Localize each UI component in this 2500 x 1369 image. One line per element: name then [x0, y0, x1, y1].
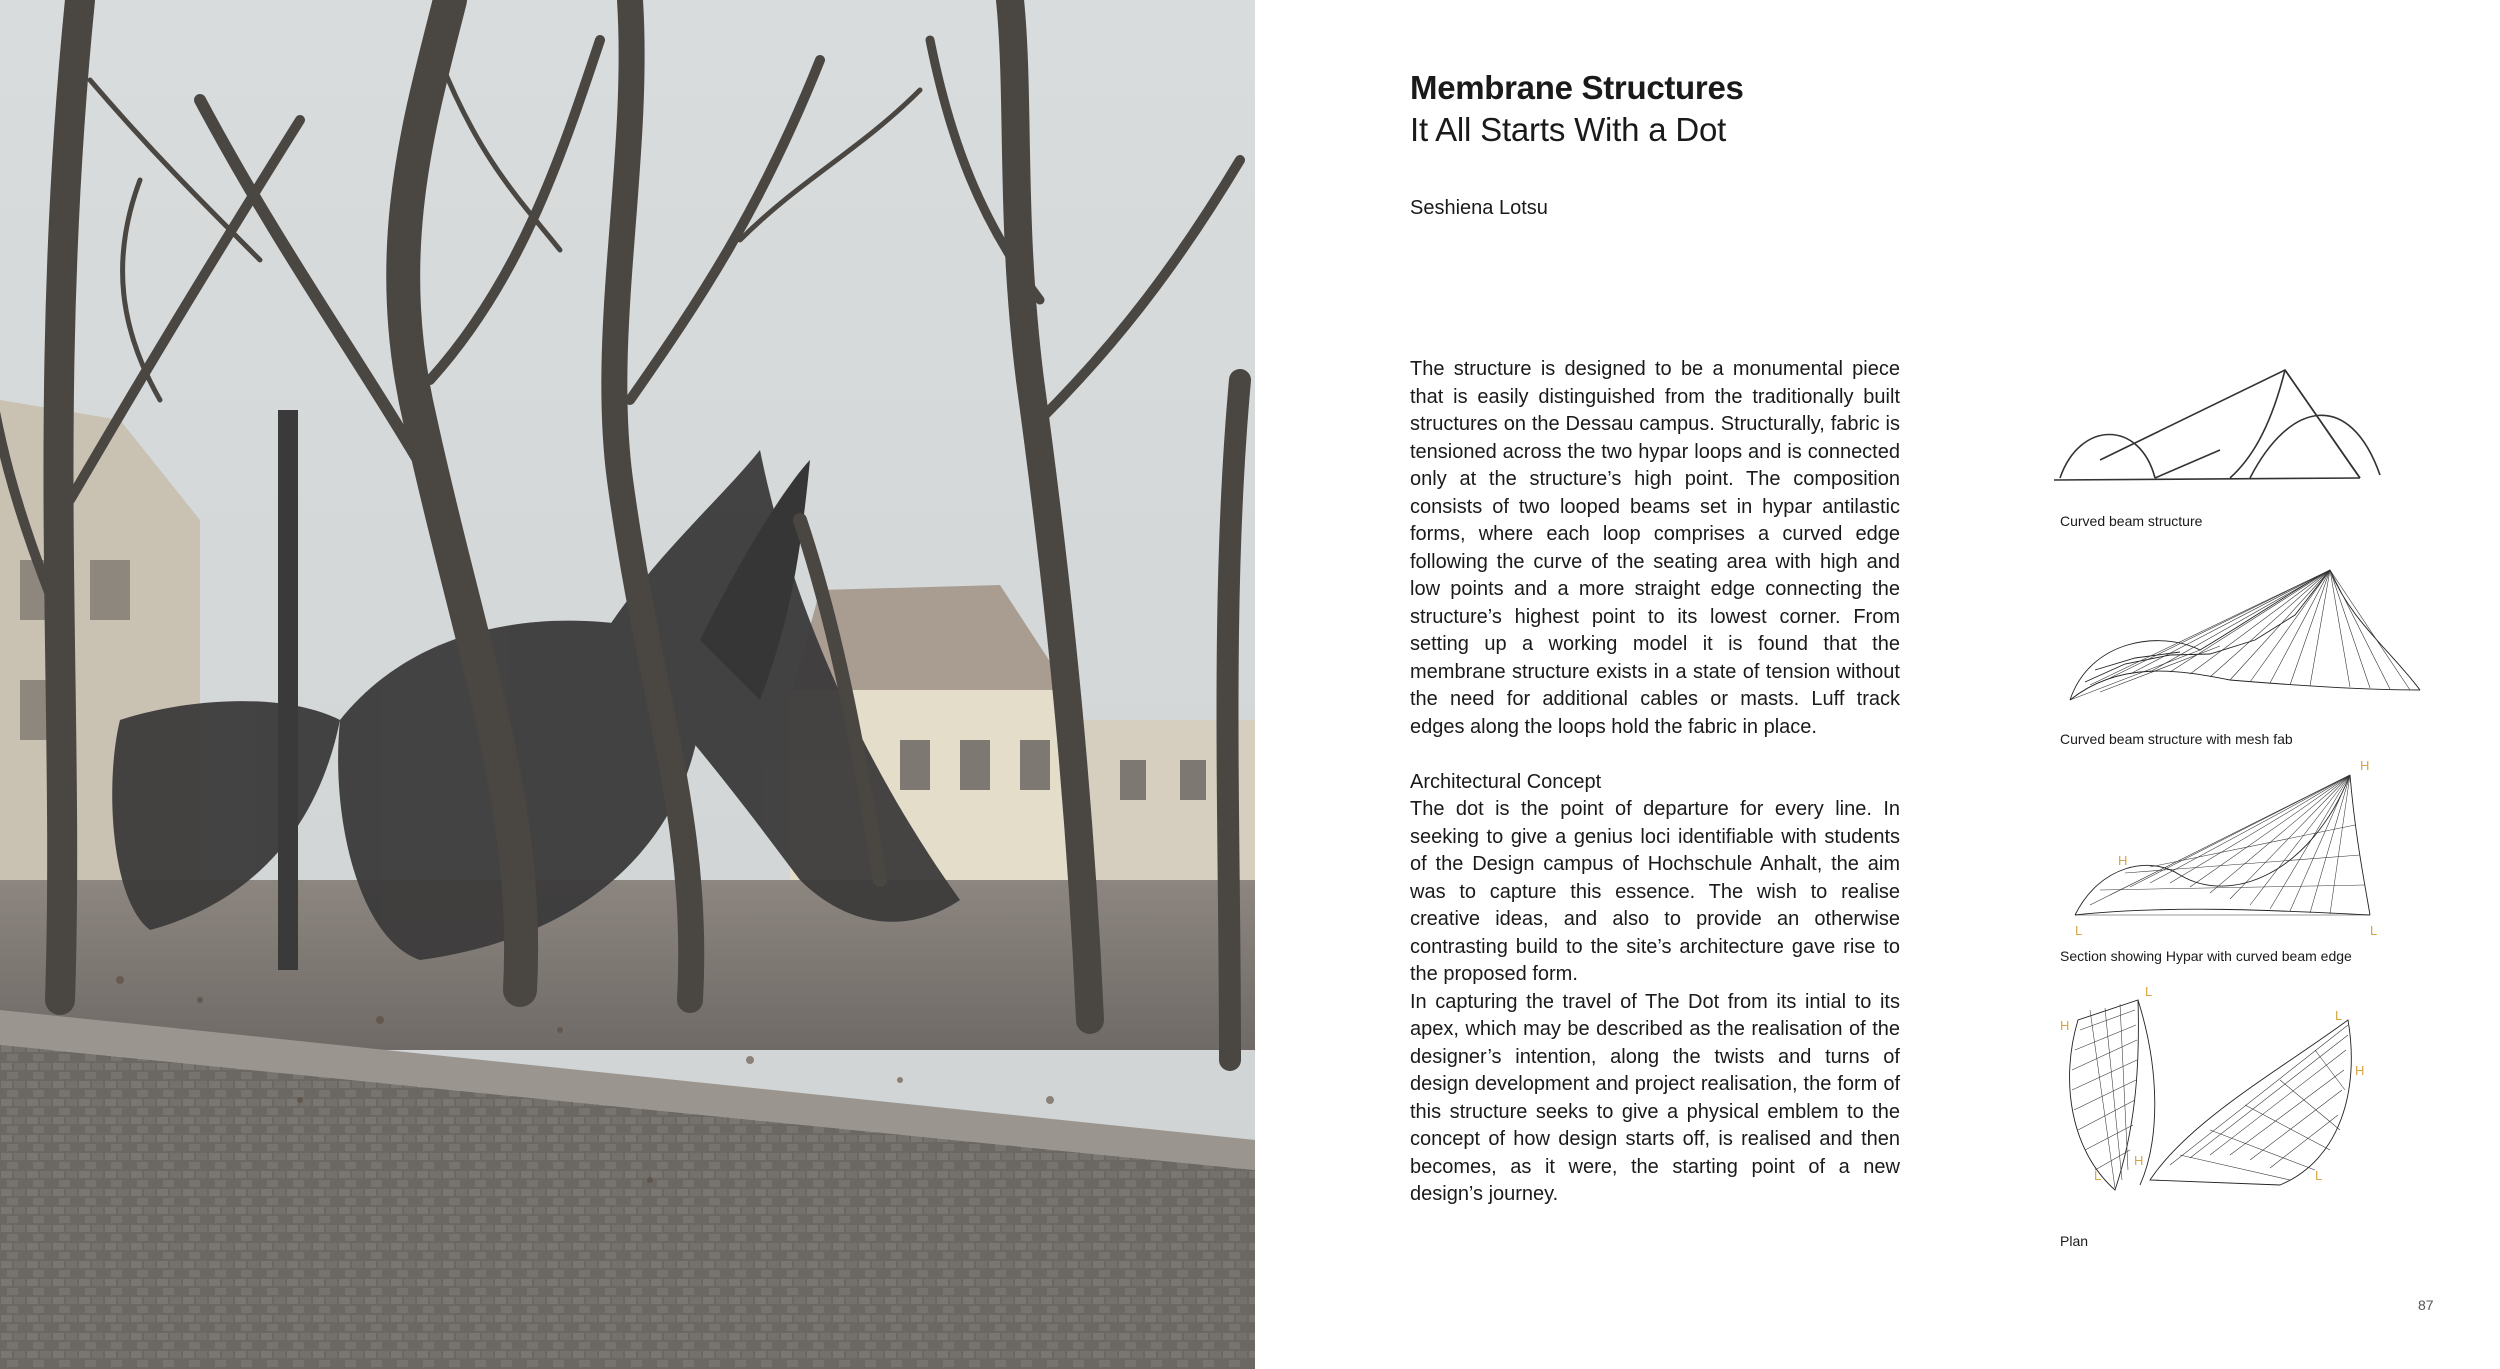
figure-hypar-section [2030, 755, 2460, 940]
article-body [1410, 356, 1900, 1209]
figure-plan [2030, 980, 2460, 1195]
figure-curved-beam-mesh [2030, 560, 2460, 720]
low-marker-label: L [2145, 984, 2153, 999]
low-marker-label: L [2335, 1008, 2343, 1023]
figure-caption: Curved beam structure [2060, 513, 2203, 529]
low-marker-label: L [2075, 923, 2083, 938]
high-marker-label: H [2355, 1063, 2365, 1078]
high-marker-label: H [2060, 1018, 2070, 1033]
figure-caption: Plan [2060, 1233, 2089, 1249]
figure-caption: Section showing Hypar with curved beam edge [2060, 948, 2352, 964]
figure-caption: Curved beam structure with mesh fab [2060, 731, 2293, 747]
author-name: Seshiena Lotsu [1410, 197, 1548, 219]
high-marker-label: H [2360, 758, 2370, 773]
article-title: Membrane Structures [1410, 69, 1744, 106]
page-number: 87 [2418, 1297, 2434, 1313]
high-marker-label: H [2134, 1153, 2144, 1168]
low-marker-label: L [2370, 923, 2378, 938]
low-marker-label: L [2094, 1168, 2102, 1183]
figure-curved-beam [2030, 360, 2460, 500]
body-paragraph: The dot is the point of departure for every line. In seeking to give a genius loci identifiable with students of the Design campus of Hochschule Anhalt, the aim was to capture this essence. The wish to realise creative ideas, and also to provide an otherwise contrasting build to the site’s architecture gave rise to the proposed form. [1410, 798, 1900, 985]
high-marker-label: H [2118, 853, 2128, 868]
body-paragraph: The structure is designed to be a monumental piece that is easily distinguished from the traditionally built structures on the Dessau campus. Structurally, fabric is tensioned across the two hypar loops and is connected only at the structure’s high point. The composition consists of two looped beams set in hypar antilastic forms, where each loop comprises a curved edge following the curve of the seating area with high and low points and a more straight edge connecting the structure’s highest point to its lowest corner. From setting up a working model it is found that the membrane structure exists in a state of tension without the need for additional cables or masts. Luff track edges along the loops hold the fabric in place. [1410, 358, 1900, 738]
article-subtitle: It All Starts With a Dot [1410, 111, 1727, 148]
body-paragraph: In capturing the travel of The Dot from its intial to its apex, which may be described as the realisation of the designer’s intention, along the twists and turns of design development and project realisation, the form of this structure seeks to give a physical emblem to the concept of how design starts off, is realised and then becomes, as it were, the starting point of a new design’s journey. [1410, 990, 1900, 1205]
lamp-post [278, 410, 298, 970]
section-heading: Architectural Concept [1410, 770, 1602, 793]
low-marker-label: L [2315, 1168, 2323, 1183]
